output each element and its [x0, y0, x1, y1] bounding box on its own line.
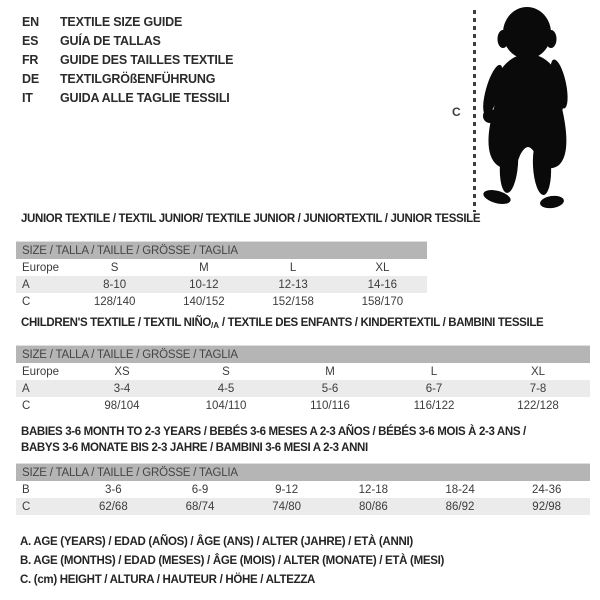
size-cell: 14-16: [367, 278, 398, 291]
babies-size-table: [16, 463, 590, 515]
legend-note-a: A. AGE (YEARS) / EDAD (AÑOS) / ÂGE (ANS) / ALTER (JAHRE) / ETÀ (ANNI): [20, 536, 413, 548]
language-title: TEXTILGRÖßENFÜHRUNG: [60, 71, 216, 86]
height-c-label: C: [452, 105, 461, 119]
language-row: [22, 69, 233, 88]
size-cell: 152/158: [272, 295, 314, 308]
size-cell: 128/140: [93, 295, 136, 308]
size-cell: 140/152: [183, 295, 225, 308]
children-title-text: / TEXTILE DES ENFANTS / KINDERTEXTIL / BAMBINI TESSILE: [219, 317, 544, 329]
language-code: EN: [22, 14, 39, 29]
size-cell: 3-6: [105, 483, 122, 496]
language-code: ES: [22, 33, 39, 48]
table-row-months: [16, 481, 590, 498]
language-title: TEXTILE SIZE GUIDE: [60, 14, 183, 29]
language-code: IT: [22, 90, 33, 105]
size-cell: 8-10: [103, 278, 127, 291]
language-list: [22, 12, 233, 107]
size-header-bar: SIZE / TALLA / TAILLE / GRÖSSE / TAGLIA: [16, 464, 590, 481]
size-cell: S: [222, 365, 230, 378]
size-cell: 4-5: [217, 382, 235, 395]
row-label-cell: A: [22, 382, 30, 395]
size-cell: S: [110, 261, 119, 274]
junior-table-title: JUNIOR TEXTILE / TEXTIL JUNIOR/ TEXTILE JUNIOR / JUNIORTEXTIL / JUNIOR TESSILE: [21, 213, 481, 225]
size-cell: XL: [375, 261, 390, 274]
babies-table-title-line2: BABYS 3-6 MONATE BIS 2-3 JAHRE / BAMBINI 3-6 MESI A 2-3 ANNI: [21, 442, 368, 454]
children-table-title: [21, 317, 543, 330]
legend-notes: [20, 536, 444, 593]
size-header-bar: SIZE / TALLA / TAILLE / GRÖSSE / TAGLIA: [16, 346, 590, 363]
size-cell: 122/128: [517, 399, 559, 412]
size-cell: 5-6: [321, 382, 339, 395]
language-title: GUÍA DE TALLAS: [60, 33, 161, 48]
size-cell: 7-8: [529, 382, 547, 395]
language-row: [22, 50, 233, 69]
size-cell: 98/104: [104, 399, 140, 412]
table-row-age: [16, 380, 590, 397]
legend-note-c: C. (cm) HEIGHT / ALTURA / HAUTEUR / HÖHE / ALTEZZA: [20, 574, 316, 586]
language-row: [22, 12, 233, 31]
size-cell: 62/68: [98, 500, 128, 513]
table-row-height: [16, 397, 590, 414]
table-row-europe: [16, 363, 590, 380]
size-cell: 9-12: [275, 483, 299, 496]
size-cell: M: [199, 261, 209, 274]
language-row: [22, 88, 233, 107]
size-cell: 104/110: [205, 399, 247, 412]
size-cell: 10-12: [189, 278, 219, 291]
size-cell: M: [325, 365, 335, 378]
table-row-height: [16, 498, 590, 515]
table-row-age: [16, 276, 427, 293]
size-header-bar: SIZE / TALLA / TAILLE / GRÖSSE / TAGLIA: [16, 242, 427, 259]
language-code: DE: [22, 71, 39, 86]
size-cell: XL: [530, 365, 546, 378]
size-cell: L: [430, 365, 438, 378]
babies-table-title-line1: BABIES 3-6 MONTH TO 2-3 YEARS / BEBÉS 3-6 MESES A 2-3 AÑOS / BÉBÉS 3-6 MOIS À 2-3 ANS /: [21, 426, 526, 438]
row-label-cell: A: [22, 278, 30, 291]
children-title-sub: /A: [211, 321, 220, 330]
baby-silhouette-icon: [482, 6, 577, 212]
size-cell: 74/80: [272, 500, 302, 513]
table-row-europe: [16, 259, 427, 276]
size-cell: 68/74: [185, 500, 215, 513]
size-cell: 116/122: [413, 399, 455, 412]
legend-note-b: B. AGE (MONTHS) / EDAD (MESES) / ÂGE (MOIS) / ALTER (MONATE) / ETÀ (MESI): [20, 555, 445, 567]
row-label-cell: C: [22, 399, 31, 412]
size-cell: 3-4: [113, 382, 131, 395]
size-cell: 18-24: [445, 483, 475, 496]
row-label-cell: B: [22, 483, 30, 496]
row-label-cell: Europe: [22, 365, 60, 378]
size-cell: 80/86: [358, 500, 388, 513]
size-cell: 6-9: [191, 483, 209, 496]
size-cell: 12-18: [358, 483, 389, 496]
table-row-height: [16, 293, 427, 310]
size-cell: L: [289, 261, 297, 274]
language-title: GUIDE DES TAILLES TEXTILE: [60, 52, 234, 67]
language-row: [22, 31, 233, 50]
row-label-cell: Europe: [22, 261, 60, 274]
children-title-text: CHILDREN'S TEXTILE / TEXTIL NIÑO: [21, 317, 212, 329]
size-cell: 12-13: [278, 278, 308, 291]
height-dashed-line: [473, 10, 476, 212]
size-cell: 110/116: [310, 399, 350, 412]
junior-size-table: [16, 241, 427, 310]
size-cell: 24-36: [531, 483, 562, 496]
children-size-table: [16, 345, 590, 414]
row-label-cell: C: [22, 500, 31, 513]
size-cell: 6-7: [425, 382, 443, 395]
language-title: GUIDA ALLE TAGLIE TESSILI: [60, 90, 230, 105]
size-cell: XS: [114, 365, 130, 378]
size-cell: 86/92: [445, 500, 475, 513]
row-label-cell: C: [22, 295, 31, 308]
size-cell: 92/98: [532, 500, 562, 513]
size-cell: 158/170: [361, 295, 404, 308]
language-code: FR: [22, 52, 39, 67]
